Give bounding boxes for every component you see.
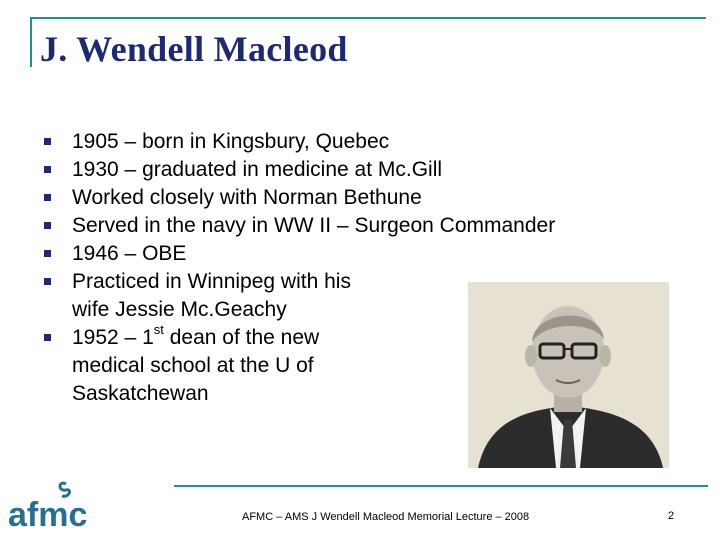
- bullet-text-suffix: dean of the new medical school at the U of Saskatchewan: [72, 326, 320, 405]
- slide-title: J. Wendell Macleod: [40, 29, 348, 69]
- bullet-text: 1930 – graduated in medicine at Mc.Gill: [72, 158, 443, 181]
- bullet-item: [40, 156, 680, 184]
- bullet-text: 1905 – born in Kingsbury, Quebec: [72, 130, 390, 153]
- bullet-text: Served in the navy in WW II – Surgeon Commander: [72, 214, 556, 237]
- title-frame-top-line: [30, 17, 706, 19]
- portrait-photo: [468, 282, 669, 468]
- footer-divider: [174, 485, 708, 487]
- square-bullet-icon: [44, 250, 51, 257]
- square-bullet-icon: [44, 278, 51, 285]
- bullet-item: [40, 184, 680, 212]
- ordinal-superscript: st: [153, 322, 164, 337]
- title-frame-left-line: [30, 17, 32, 67]
- square-bullet-icon: [44, 334, 51, 341]
- bullet-text-prefix: 1952 – 1: [72, 326, 154, 349]
- svg-text:afmc: afmc: [8, 496, 88, 534]
- square-bullet-icon: [44, 166, 51, 173]
- bullet-text: 1946 – OBE: [72, 242, 187, 265]
- square-bullet-icon: [44, 222, 51, 229]
- afmc-logo: [6, 478, 110, 534]
- square-bullet-icon: [44, 194, 51, 201]
- bullet-text: Practiced in Winnipeg with his wife Jessie Mc.Geachy: [72, 270, 351, 321]
- bullet-item: [40, 240, 680, 268]
- bullet-text: Worked closely with Norman Bethune: [72, 186, 422, 209]
- bullet-item: [40, 212, 680, 240]
- square-bullet-icon: [44, 138, 51, 145]
- page-number: 2: [668, 510, 675, 522]
- bullet-item: [40, 128, 680, 156]
- footer-caption: AFMC – AMS J Wendell Macleod Memorial Lecture – 2008: [242, 511, 530, 523]
- bullet-text: [72, 324, 392, 408]
